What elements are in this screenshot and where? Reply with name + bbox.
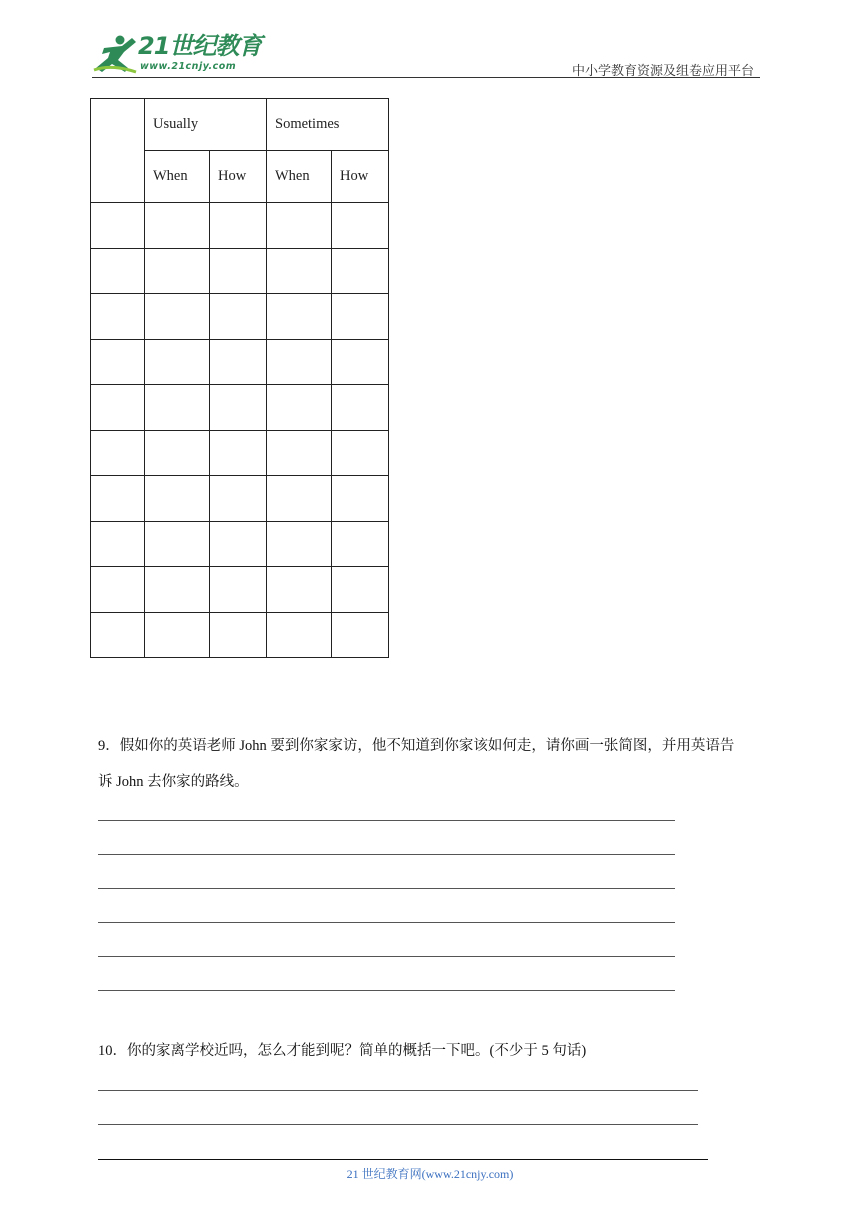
table-row [91, 521, 389, 567]
table-cell [210, 385, 267, 431]
answer-line [98, 820, 675, 821]
table-cell [145, 385, 210, 431]
table-cell [267, 430, 332, 476]
site-logo [92, 30, 262, 78]
table-cell [210, 294, 267, 340]
answer-table [90, 98, 389, 658]
table-header-row [91, 99, 389, 151]
table-cell [332, 339, 389, 385]
question-10 [98, 1033, 586, 1069]
table-cell [145, 612, 210, 658]
table-cell [332, 385, 389, 431]
table-row [91, 567, 389, 613]
answer-line [98, 956, 675, 957]
table-row [91, 294, 389, 340]
question-9-line-1: 9．假如你的英语老师 John 要到你家家访，他不知道到你家该如何走，请你画一张简图，并用英语告 [98, 738, 735, 754]
table-cell [91, 521, 145, 567]
table-body [91, 203, 389, 658]
header-platform-name: 中小学教育资源及组卷应用平台 [571, 64, 754, 79]
subheader-when: When [267, 151, 332, 203]
table-row [91, 476, 389, 522]
table-cell [145, 430, 210, 476]
table-cell [332, 476, 389, 522]
table-cell [91, 248, 145, 294]
table-cell [91, 203, 145, 249]
table-cell [210, 430, 267, 476]
table-cell [91, 339, 145, 385]
table-row [91, 248, 389, 294]
table-cell [267, 476, 332, 522]
header-divider [92, 77, 760, 78]
table-cell [210, 339, 267, 385]
table-cell [332, 430, 389, 476]
table-cell [145, 339, 210, 385]
table-cell [267, 612, 332, 658]
table-cell [267, 339, 332, 385]
table-cell [267, 248, 332, 294]
table-cell [91, 567, 145, 613]
logo-text: 21世纪教育 [138, 32, 262, 60]
table-cell [332, 521, 389, 567]
answer-line [98, 888, 675, 889]
header-usually: Usually [145, 99, 267, 151]
table-cell [210, 521, 267, 567]
table-cell [332, 203, 389, 249]
table-cell [267, 385, 332, 431]
table-cell [145, 567, 210, 613]
table-cell [210, 248, 267, 294]
table-row [91, 612, 389, 658]
subheader-how: How [332, 151, 389, 203]
table-cell [210, 567, 267, 613]
answer-line [98, 1090, 698, 1091]
footer-divider [98, 1159, 708, 1160]
table-cell [145, 294, 210, 340]
table-row [91, 203, 389, 249]
table-cell [332, 612, 389, 658]
table-row [91, 430, 389, 476]
question-9 [98, 728, 766, 800]
table-cell [91, 385, 145, 431]
table-row [91, 339, 389, 385]
table-cell [91, 476, 145, 522]
question-10-text: 10．你的家离学校近吗，怎么才能到呢？简单的概括一下吧。(不少于 5 句话) [98, 1043, 587, 1059]
table-cell [91, 294, 145, 340]
table-cell [210, 203, 267, 249]
question-9-line-2: 诉 John 去你家的路线。 [98, 774, 249, 790]
table-cell [267, 203, 332, 249]
answer-line [98, 854, 675, 855]
table-cell [332, 294, 389, 340]
table-cell [145, 521, 210, 567]
answer-line [98, 922, 675, 923]
runner-logo-icon [92, 34, 138, 74]
subheader-when: When [145, 151, 210, 203]
answer-line [98, 990, 675, 991]
table-cell [145, 476, 210, 522]
footer-source: 21 世纪教育网(www.21cnjy.com) [346, 1167, 514, 1181]
table-cell [91, 612, 145, 658]
table-cell [145, 248, 210, 294]
table-corner-cell [91, 99, 145, 203]
table-cell [332, 248, 389, 294]
table-cell [210, 612, 267, 658]
table-cell [332, 567, 389, 613]
table-cell [267, 294, 332, 340]
table-cell [267, 521, 332, 567]
answer-line [98, 1124, 698, 1125]
logo-url: www.21cnjy.com [140, 61, 237, 72]
header-sometimes: Sometimes [267, 99, 389, 151]
table-cell [210, 476, 267, 522]
table-cell [267, 567, 332, 613]
table-cell [91, 430, 145, 476]
table-row [91, 385, 389, 431]
table-cell [145, 203, 210, 249]
subheader-how: How [210, 151, 267, 203]
